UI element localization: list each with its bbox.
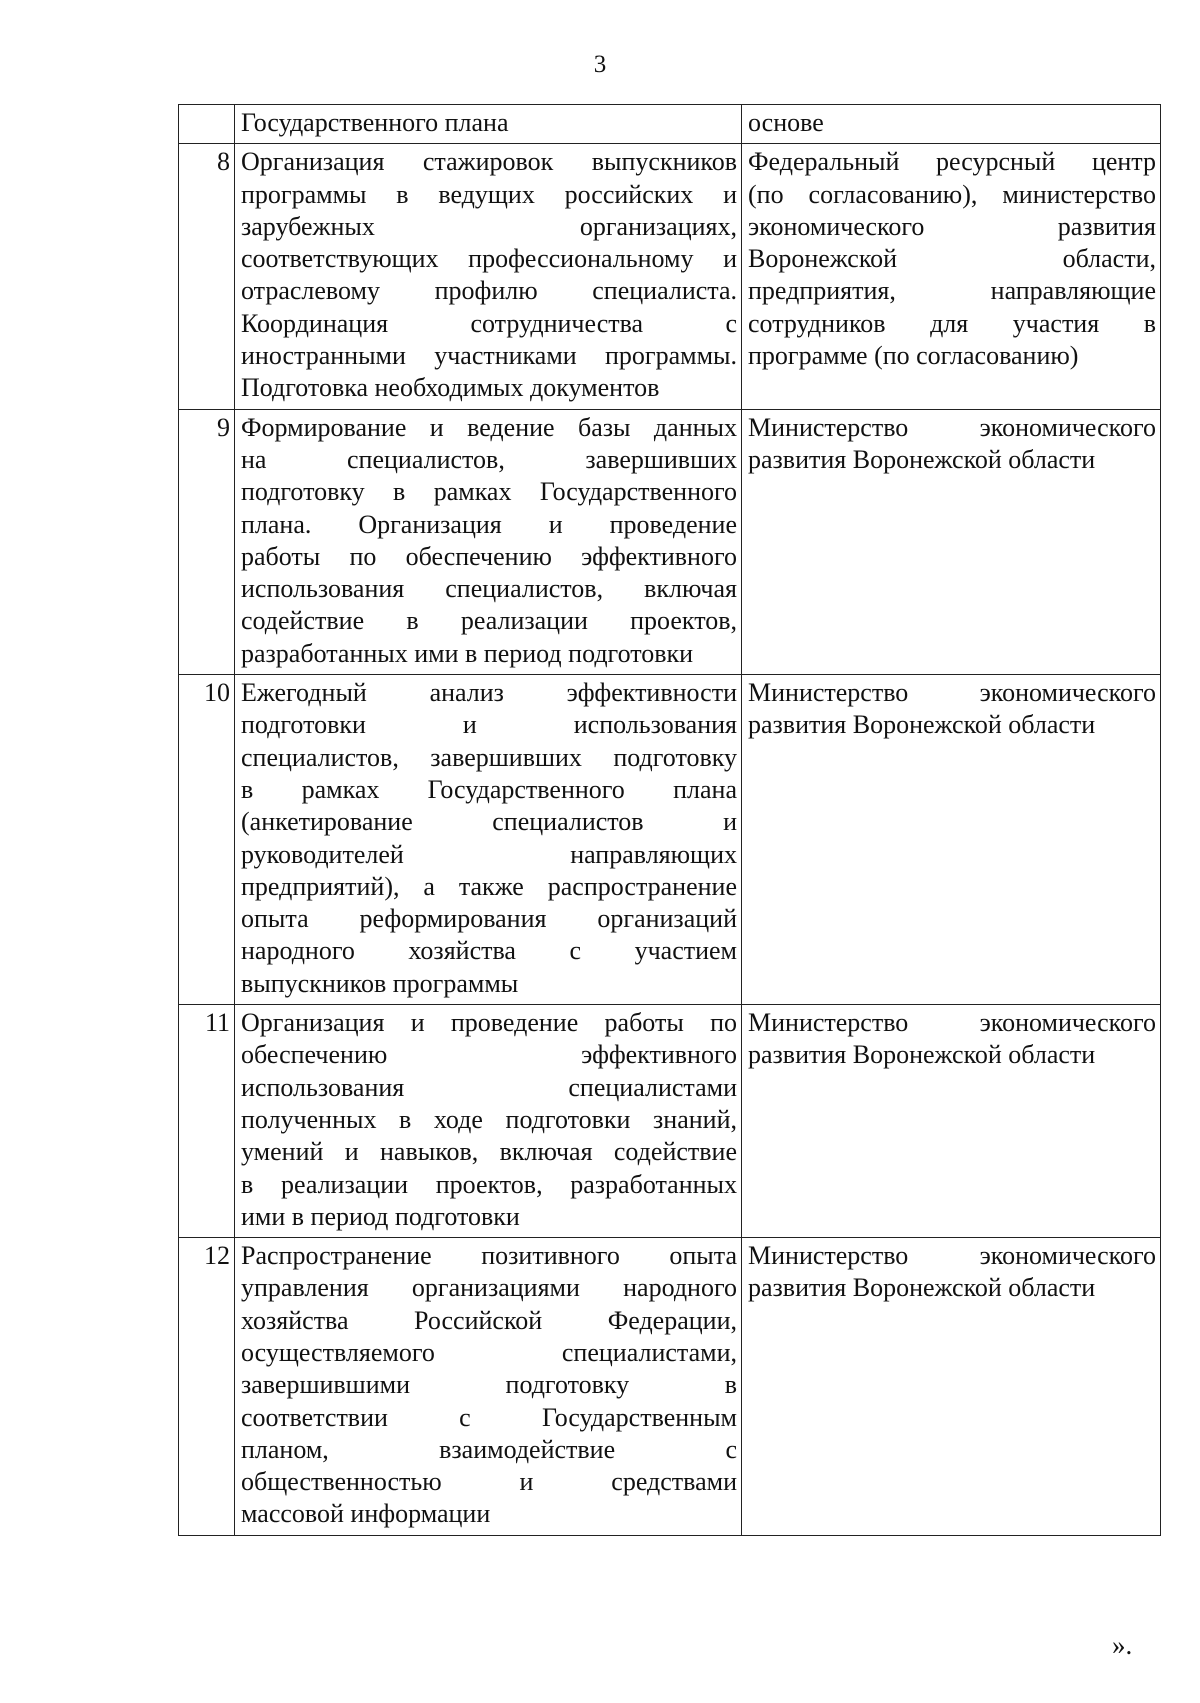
responsible-line: Воронежской области, [748, 244, 1156, 274]
task-line: Распространение позитивного опыта [241, 1241, 737, 1271]
task-line: Формирование и ведение базы данных [241, 412, 737, 442]
responsible-cell [742, 409, 1161, 674]
task-line: иностранными участниками программы. [241, 341, 737, 371]
task-line: руководителей направляющих [241, 839, 737, 869]
task-line: завершившими подготовку в [241, 1370, 737, 1400]
task-line: народного хозяйства с участием [241, 936, 737, 966]
responsible-cell [742, 105, 1161, 144]
responsible-line: Министерство экономического [748, 1241, 1156, 1271]
row-number [179, 105, 235, 144]
responsible-line: развития Воронежской области [748, 1040, 1096, 1070]
task-line: ими в период подготовки [241, 1201, 520, 1231]
task-line: соответствующих профессиональному и [241, 244, 737, 274]
responsible-line: (по согласованию), министерство [748, 179, 1156, 209]
measures-table [178, 104, 1161, 1536]
task-line: работы по обеспечению эффективного [241, 541, 737, 571]
task-line: предприятий), а также распространение [241, 871, 737, 901]
task-line: (анкетирование специалистов и [241, 807, 737, 837]
table-body [179, 105, 1161, 1536]
responsible-cell [742, 144, 1161, 409]
task-line: соответствии с Государственным [241, 1402, 737, 1432]
responsible-cell [742, 1238, 1161, 1536]
task-line: планом, взаимодействие с [241, 1434, 737, 1464]
task-line: содействие в реализации проектов, [241, 606, 737, 636]
task-line: Ежегодный анализ эффективности [241, 678, 737, 708]
responsible-line: Министерство экономического [748, 1008, 1156, 1038]
task-line: использования специалистами [241, 1072, 737, 1102]
page-number: 3 [593, 51, 607, 78]
task-line: зарубежных организациях, [241, 211, 737, 241]
table-row [179, 144, 1161, 409]
task-cell [235, 105, 742, 144]
task-line: обеспечению эффективного [241, 1040, 737, 1070]
task-line: программы в ведущих российских и [241, 179, 737, 209]
task-line: опыта реформирования организаций [241, 904, 737, 934]
table-row [179, 105, 1161, 144]
task-line: управления организациями народного [241, 1273, 737, 1303]
closing-quote-mark: ». [1112, 1630, 1133, 1660]
table-row [179, 675, 1161, 1005]
row-number: 8 [179, 144, 235, 409]
responsible-cell [742, 1005, 1161, 1238]
task-line: Государственного плана [241, 108, 509, 137]
task-line: полученных в ходе подготовки знаний, [241, 1104, 737, 1134]
responsible-line: развития Воронежской области [748, 1273, 1096, 1303]
responsible-cell [742, 675, 1161, 1005]
responsible-line: Министерство экономического [748, 678, 1156, 708]
task-line: подготовки и использования [241, 710, 737, 740]
row-number: 9 [179, 409, 235, 674]
task-cell [235, 144, 742, 409]
task-line: выпускников программы [241, 968, 519, 998]
task-line: хозяйства Российской Федерации, [241, 1305, 737, 1335]
task-cell [235, 409, 742, 674]
task-line: специалистов, завершивших подготовку [241, 742, 737, 772]
row-number: 12 [179, 1238, 235, 1536]
task-line: Организация стажировок выпускников [241, 147, 737, 177]
responsible-line: программе (по согласованию) [748, 341, 1079, 371]
table-row [179, 1238, 1161, 1536]
task-cell [235, 675, 742, 1005]
task-line: плана. Организация и проведение [241, 509, 737, 539]
task-line: отраслевому профилю специалиста. [241, 276, 737, 306]
task-line: Подготовка необходимых документов [241, 373, 660, 403]
task-line: на специалистов, завершивших [241, 444, 737, 474]
responsible-line: Министерство экономического [748, 412, 1156, 442]
task-line: умений и навыков, включая содействие [241, 1137, 737, 1167]
task-line: общественностью и средствами [241, 1467, 737, 1497]
task-line: массовой информации [241, 1499, 491, 1529]
task-line: в реализации проектов, разработанных [241, 1169, 737, 1199]
responsible-line: предприятия, направляющие [748, 276, 1156, 306]
responsible-line: развития Воронежской области [748, 444, 1096, 474]
task-line: подготовку в рамках Государственного [241, 477, 737, 507]
task-line: осуществляемого специалистами, [241, 1337, 737, 1367]
task-cell [235, 1005, 742, 1238]
task-line: Организация и проведение работы по [241, 1008, 737, 1038]
responsible-line: основе [748, 108, 824, 137]
task-cell [235, 1238, 742, 1536]
table-row [179, 409, 1161, 674]
task-line: Координация сотрудничества с [241, 308, 737, 338]
responsible-line: развития Воронежской области [748, 710, 1096, 740]
task-line: в рамках Государственного плана [241, 774, 737, 804]
task-line: использования специалистов, включая [241, 574, 737, 604]
task-line: разработанных ими в период подготовки [241, 638, 694, 668]
responsible-line: сотрудников для участия в [748, 308, 1156, 338]
responsible-line: Федеральный ресурсный центр [748, 147, 1156, 177]
row-number: 10 [179, 675, 235, 1005]
responsible-line: экономического развития [748, 211, 1156, 241]
row-number: 11 [179, 1005, 235, 1238]
table-row [179, 1005, 1161, 1238]
